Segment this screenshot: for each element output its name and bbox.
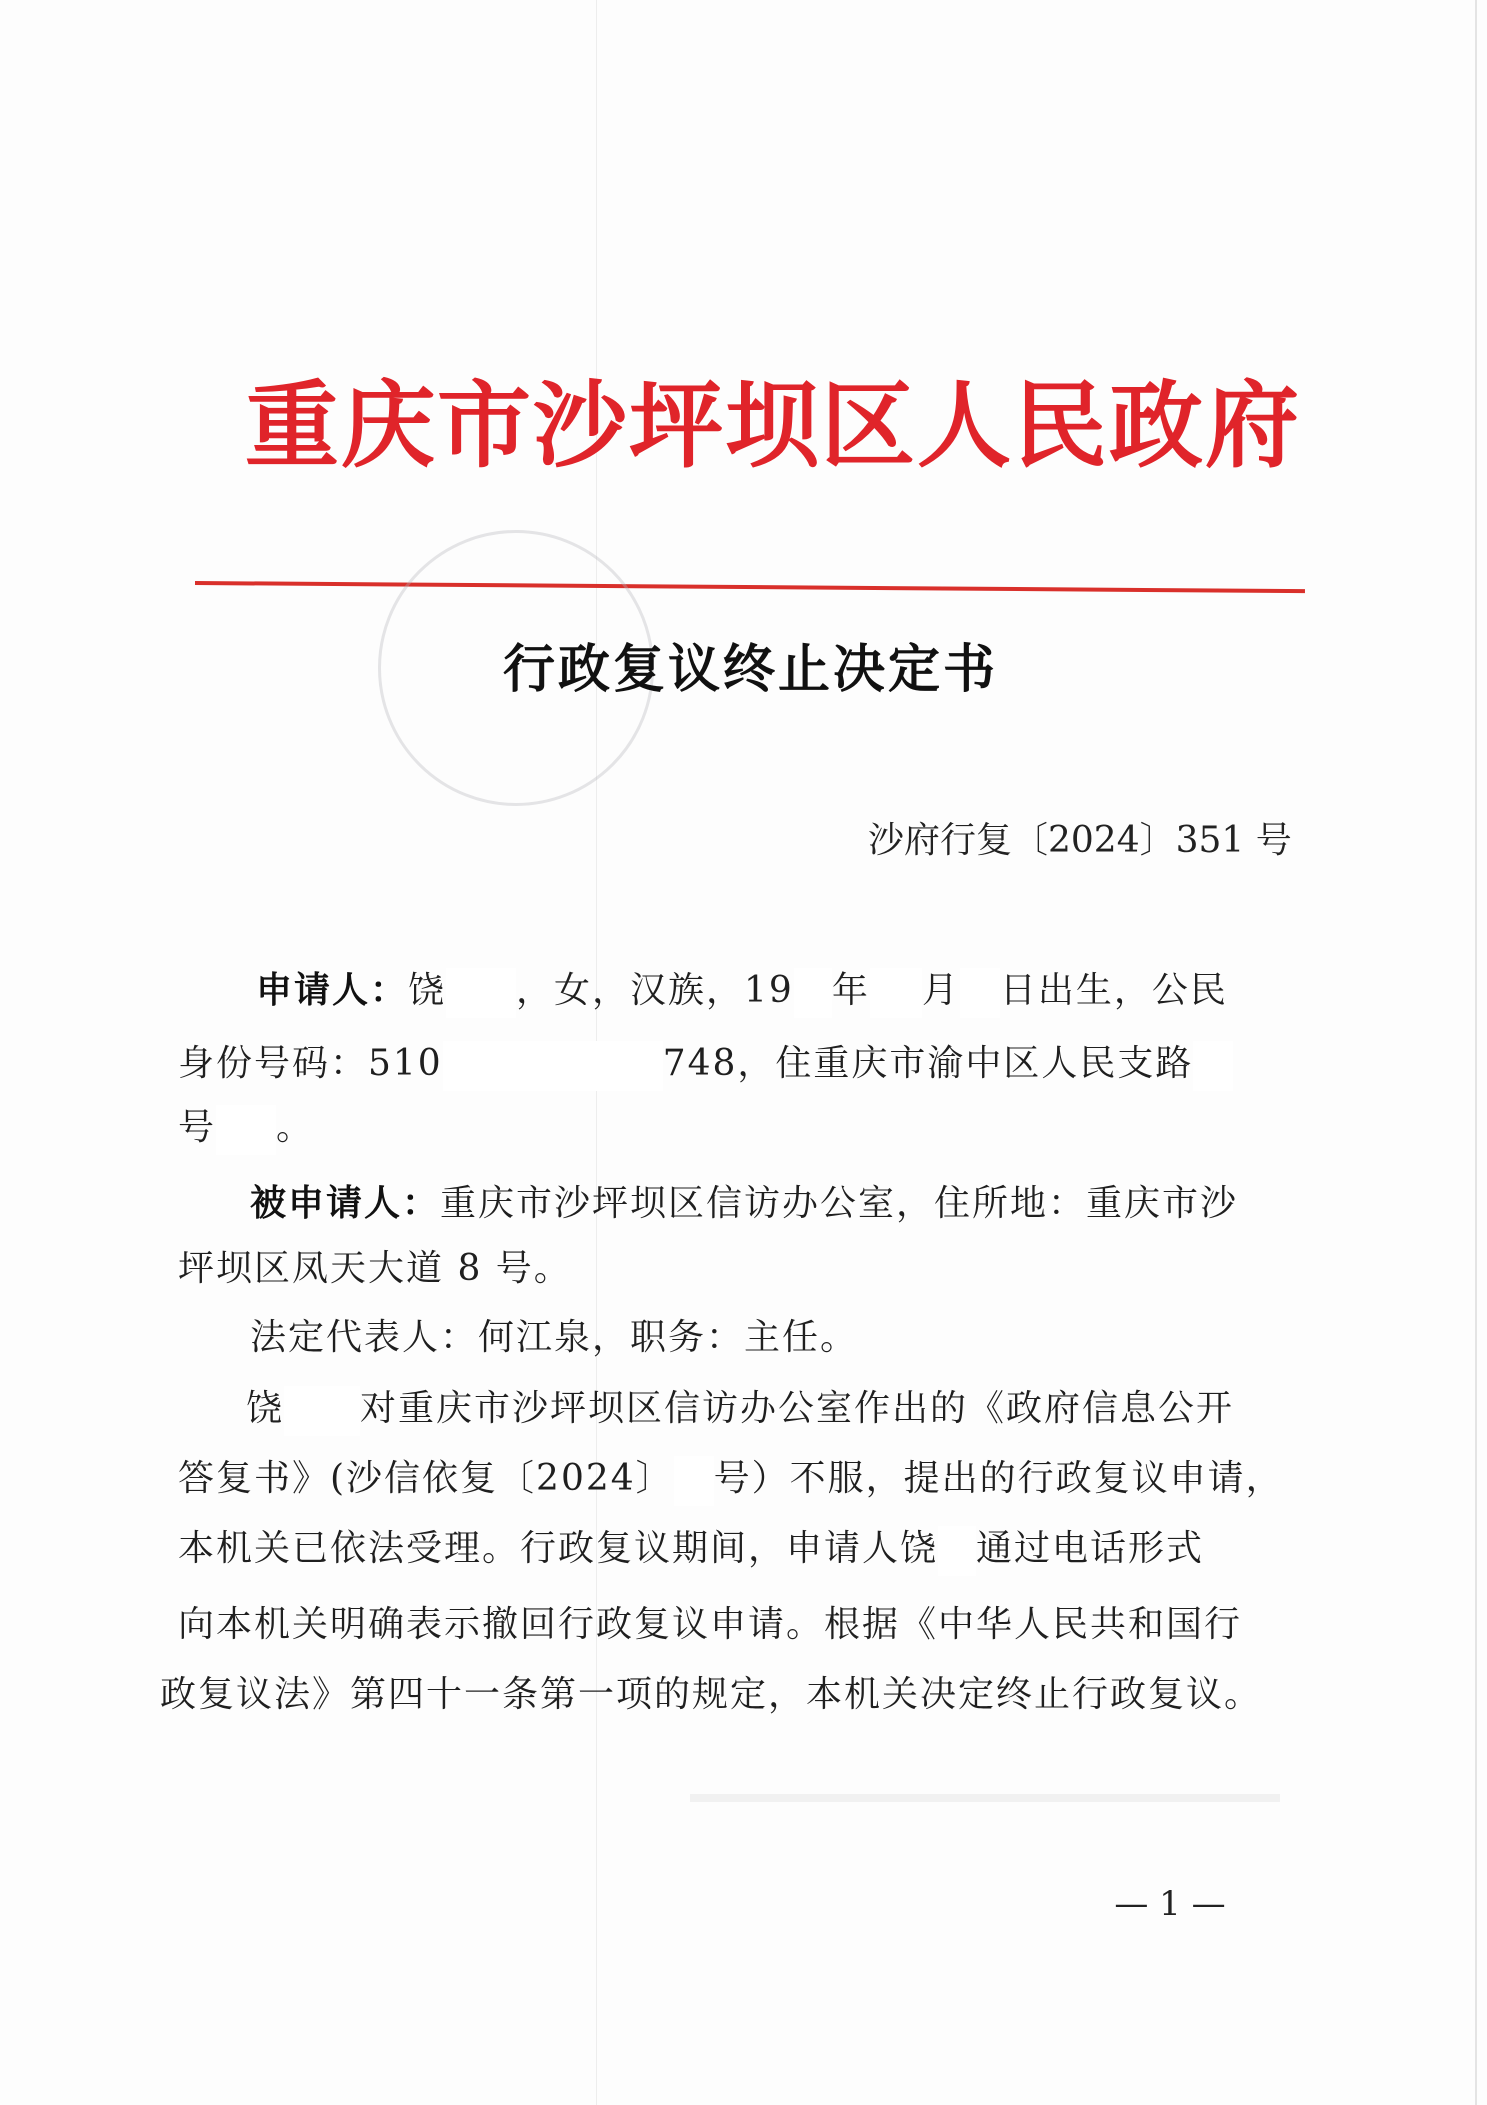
redaction [446, 968, 516, 1018]
body-line-5: 政复议法》第四十一条第一项的规定，本机关决定终止行政复议。 [160, 1674, 1263, 1715]
document-title: 行政复议终止决定书 [503, 639, 999, 700]
organization-header: 重庆市沙坪坝区人民政府 [245, 371, 1302, 481]
respondent-line-2: 坪坝区凤天大道 8 号。 [178, 1248, 572, 1289]
redaction [794, 968, 832, 1018]
redaction [960, 968, 1000, 1018]
body-line-4: 向本机关明确表示撤回行政复议申请。根据《中华人民共和国行 [178, 1604, 1243, 1645]
document-number: 沙府行复〔2024〕351 号 [868, 820, 1292, 861]
red-header-rule [195, 581, 1305, 593]
redaction [1193, 1041, 1233, 1091]
respondent-line-1: 被申请人：重庆市沙坪坝区信访办公室，住所地：重庆市沙 [250, 1182, 1239, 1224]
legal-representative: 法定代表人：何江泉，职务：主任。 [250, 1317, 859, 1358]
bleed-through-text [690, 1782, 1290, 1816]
page-edge [1475, 0, 1477, 2105]
body-line-2: 答复书》(沙信依复〔2024〕 号）不服，提出的行政复议申请， [178, 1451, 1288, 1507]
bleed-through-marks [690, 1782, 1290, 1816]
applicant-line-3: 号 。 [178, 1100, 1288, 1156]
redaction [870, 968, 922, 1018]
redaction [938, 1526, 976, 1576]
body-line-1: 饶 对重庆市沙坪坝区信访办公室作出的《政府信息公开 [246, 1381, 1356, 1437]
redaction [674, 1456, 714, 1506]
applicant-line-2: 身份号码：510 748，住重庆市渝中区人民支路 [178, 1036, 1288, 1092]
applicant-line-1: 申请人：饶 ，女，汉族，19 年 月 日出生，公民 [256, 962, 1366, 1019]
page-number: — 1 — [1114, 1884, 1226, 1924]
redaction [284, 1386, 360, 1436]
redaction [443, 1041, 663, 1091]
body-line-3: 本机关已依法受理。行政复议期间，申请人饶 通过电话形式 [178, 1521, 1288, 1577]
redaction [216, 1105, 276, 1155]
